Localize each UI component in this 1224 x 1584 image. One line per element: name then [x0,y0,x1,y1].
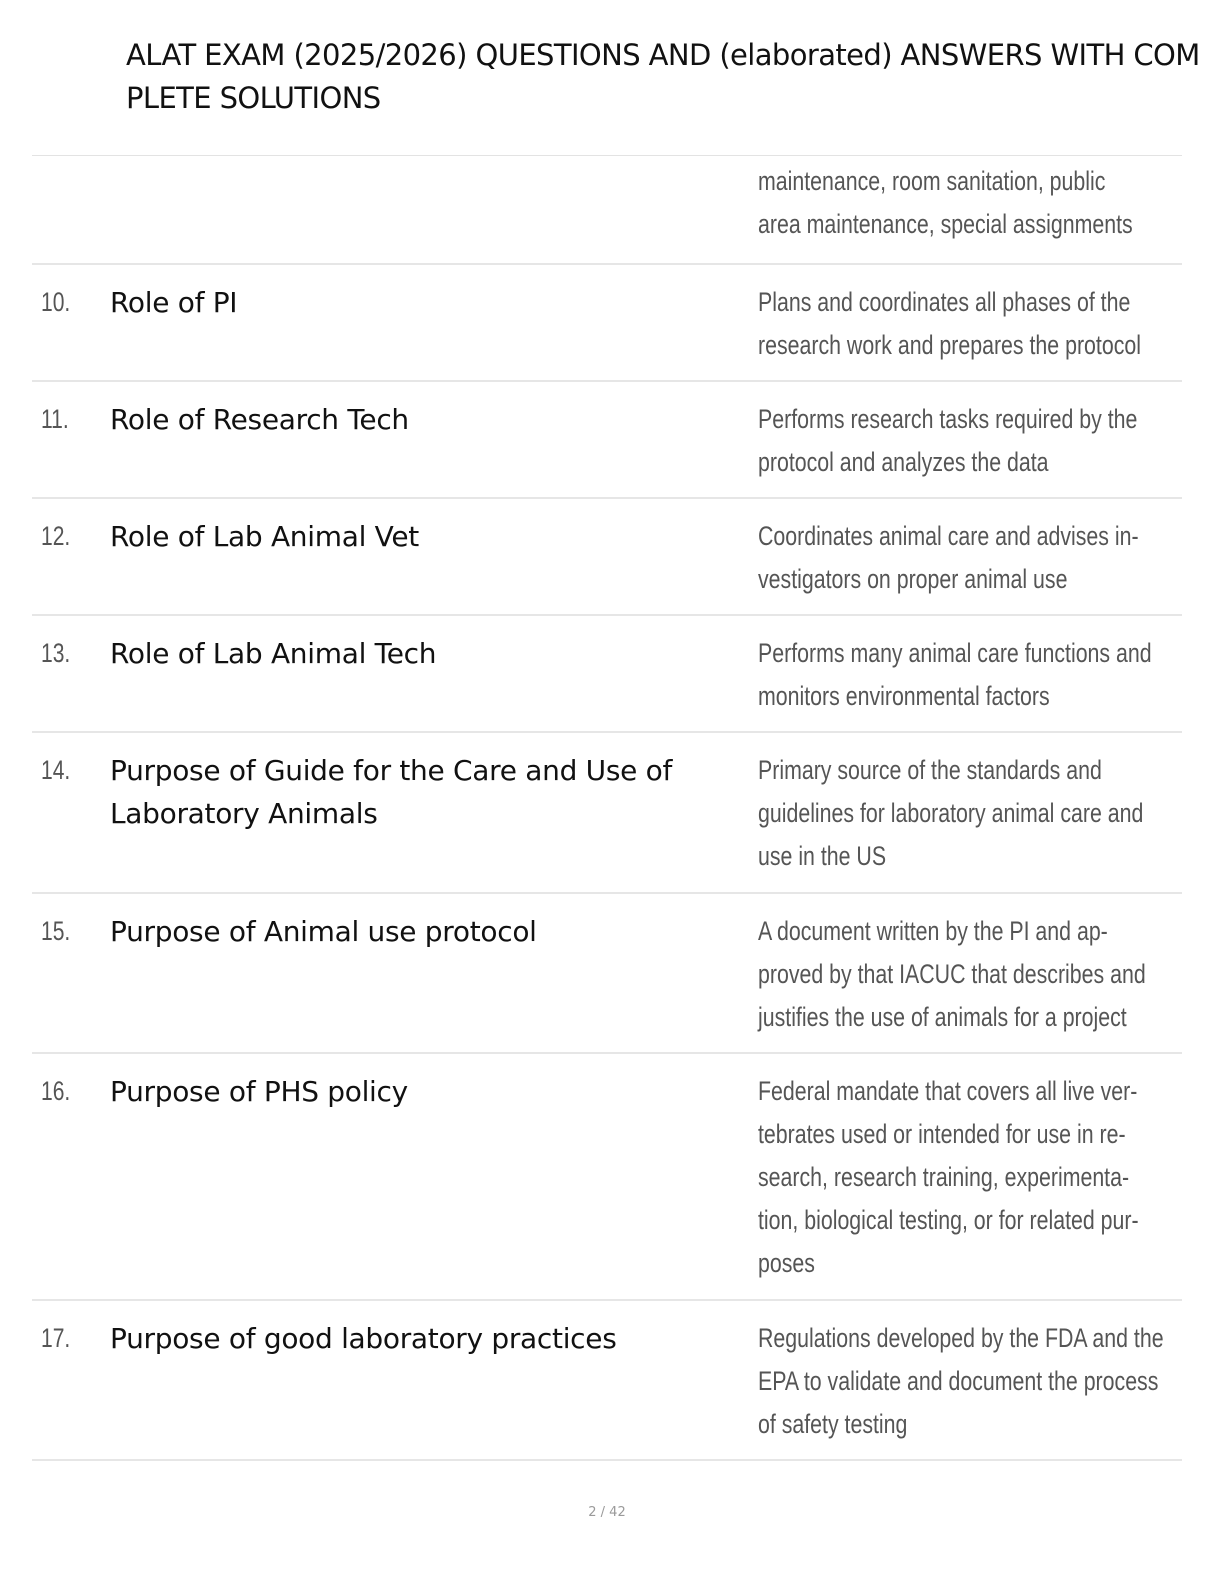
question-text: Purpose of PHS policy [110,1075,408,1108]
question-number: 17. [41,1323,71,1353]
answer-text: Plans and coordinates all phases of the research work and prepares the protocol [758,287,1141,360]
question-text: Role of Research Tech [110,403,409,436]
question-text: Role of PI [110,286,238,319]
question-number: 12. [41,521,71,551]
qa-row [32,382,1182,499]
answer-text: Primary source of the standards and guidelines for laboratory animal care and use in the US [758,755,1144,871]
answer-text: Federal mandate that covers all live ver- tebrates used or intended for use in re- search, research training, experimenta- tion, biological testing, or for related pur- poses [758,1076,1139,1278]
answer-text: Coordinates animal care and advises in- vestigators on proper animal use [758,521,1139,594]
question-number: 13. [41,638,71,668]
answer-text: Performs research tasks required by the protocol and analyzes the data [758,404,1138,477]
document-title: ALAT EXAM (2025/2026) QUESTIONS AND (elaborated) ANSWERS WITH COM PLETE SOLUTIONS [126,38,1200,115]
qa-row [32,733,1182,894]
question-number: 16. [41,1076,71,1106]
qa-row [32,1301,1182,1461]
qa-row [32,1054,1182,1301]
qa-row-continuation [32,156,1182,265]
question-number: 10. [41,287,71,317]
page-indicator: 2 / 42 [588,1505,626,1520]
question-text: Purpose of Guide for the Care and Use of Laboratory Animals [110,754,673,830]
question-number: 11. [41,404,69,434]
question-text: Role of Lab Animal Vet [110,520,419,553]
answer-text: A document written by the PI and ap- proved by that IACUC that describes and justifies the use of animals for a project [758,916,1146,1032]
question-number: 15. [41,916,71,946]
answer-text: maintenance, room sanitation, public area maintenance, special assignments [758,166,1133,239]
question-number: 14. [41,755,71,785]
qa-row [32,894,1182,1054]
answer-text: Performs many animal care functions and monitors environmental factors [758,638,1152,711]
qa-row [32,616,1182,733]
question-text: Purpose of Animal use protocol [110,915,537,948]
question-text: Role of Lab Animal Tech [110,637,437,670]
answer-text: Regulations developed by the FDA and the EPA to validate and document the process of safety testing [758,1323,1164,1439]
question-text: Purpose of good laboratory practices [110,1322,617,1355]
qa-row [32,499,1182,616]
qa-row [32,265,1182,382]
qa-table [32,155,1182,1461]
